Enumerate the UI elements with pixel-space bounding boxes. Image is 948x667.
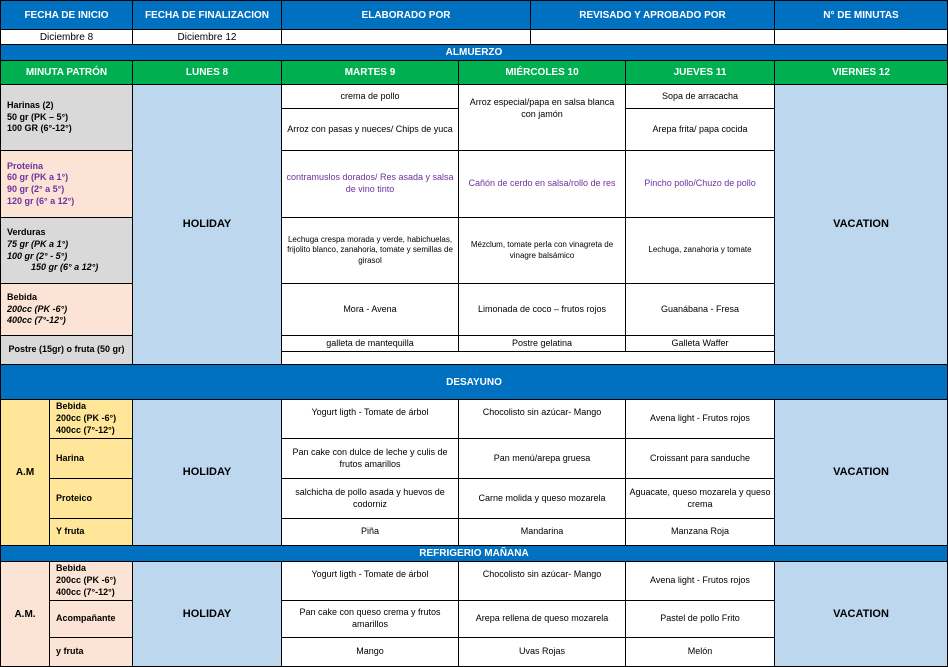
category-proteina-line2: 90 gr (2° a 5°) [7, 184, 65, 194]
category-bebida-line1: 200cc (PK -6°) [7, 303, 68, 314]
almuerzo-miercoles-postre: Postre gelatina [458, 335, 626, 352]
refrigerio-miercoles-acompanante: Arepa rellena de queso mozarela [458, 600, 626, 638]
almuerzo-miercoles-proteina: Cañón de cerdo en salsa/rollo de res [458, 150, 626, 218]
refrigerio-martes-bebida: Yogurt ligth - Tomate de árbol [281, 561, 459, 601]
almuerzo-martes-postre: galleta de mantequilla [281, 335, 459, 352]
refrigerio-jueves-acompanante: Pastel de pollo Frito [625, 600, 775, 638]
desayuno-row-fruta: Y fruta [49, 518, 133, 546]
category-bebida [0, 283, 133, 336]
category-harinas-line2: 100 GR (6°-12°) [7, 123, 72, 134]
almuerzo-jueves-postre: Galleta Waffer [625, 335, 775, 352]
desayuno-row-proteico: Proteico [49, 478, 133, 519]
desayuno-martes-harina: Pan cake con dulce de leche y culis de frutos amarillos [281, 438, 459, 479]
col-header-minuta: MINUTA PATRÓN [0, 60, 133, 85]
refrigerio-am-label: A.M. [0, 561, 50, 667]
desayuno-miercoles-proteico: Carne molida y queso mozarela [458, 478, 626, 519]
fecha-inicio-header: FECHA DE INICIO [0, 0, 133, 30]
desayuno-martes-proteico: salchicha de pollo asada y huevos de codorniz [281, 478, 459, 519]
almuerzo-martes-harina1: crema de pollo [281, 84, 459, 109]
revisado-value [530, 29, 775, 45]
category-bebida-line2: 400cc (7°-12°) [7, 315, 66, 326]
almuerzo-martes-bebida: Mora - Avena [281, 283, 459, 336]
refrigerio-miercoles-bebida: Chocolisto sin azúcar- Mango [458, 561, 626, 601]
category-verduras-line2: 100 gr (2° - 5°) [7, 250, 68, 261]
almuerzo-viernes-vacation: VACATION [774, 84, 948, 365]
almuerzo-jueves-harina1: Sopa de arracacha [625, 84, 775, 109]
refrigerio-section-title: REFRIGERIO MAÑANA [0, 545, 948, 562]
col-header-lunes: LUNES 8 [132, 60, 282, 85]
refrigerio-miercoles-fruta: Uvas Rojas [458, 637, 626, 667]
category-proteina-line3: 120 gr (6° a 12°) [7, 195, 75, 206]
refrigerio-row-bebida: Bebida 200cc (PK -6°) 400cc (7°-12°) [49, 561, 133, 601]
category-bebida-title: Bebida [7, 291, 38, 302]
refrigerio-martes-acompanante: Pan cake con queso crema y frutos amarillos [281, 600, 459, 638]
desayuno-miercoles-harina: Pan menú/arepa gruesa [458, 438, 626, 479]
desayuno-row-bebida: Bebida 200cc (PK -6°) 400cc (7°-12°) [49, 399, 133, 439]
almuerzo-miercoles-verduras: Mézclum, tomate perla con vinagreta de vinagre balsámico [458, 217, 626, 284]
almuerzo-jueves-verduras: Lechuga, zanahoria y tomate [625, 217, 775, 284]
category-postre: Postre (15gr) o fruta (50 gr) [0, 335, 133, 365]
desayuno-martes-fruta: Piña [281, 518, 459, 546]
col-header-martes: MARTES 9 [281, 60, 459, 85]
minutas-value [774, 29, 948, 45]
almuerzo-section-title: ALMUERZO [0, 44, 948, 61]
almuerzo-jueves-harina2: Arepa frita/ papa cocida [625, 108, 775, 151]
refrigerio-row-acompanante: Acompañante [49, 600, 133, 638]
fecha-final-header: FECHA DE FINALIZACION [132, 0, 282, 30]
refrigerio-jueves-fruta: Melón [625, 637, 775, 667]
category-verduras-line3: 150 gr (6° a 12°) [31, 262, 99, 273]
almuerzo-miercoles-bebida: Limonada de coco – frutos rojos [458, 283, 626, 336]
refrigerio-martes-fruta: Mango [281, 637, 459, 667]
category-harinas-title: Harinas (2) [7, 99, 54, 110]
desayuno-lunes-holiday: HOLIDAY [132, 399, 282, 546]
desayuno-miercoles-fruta: Mandarina [458, 518, 626, 546]
desayuno-jueves-bebida: Avena light - Frutos rojos [625, 399, 775, 439]
col-header-viernes: VIERNES 12 [774, 60, 948, 85]
col-header-jueves: JUEVES 11 [625, 60, 775, 85]
category-verduras-title: Verduras [7, 227, 46, 238]
category-harinas [0, 84, 133, 151]
almuerzo-martes-proteina: contramuslos dorados/ Res asada y salsa de vino tinto [281, 150, 459, 218]
desayuno-martes-bebida: Yogurt ligth - Tomate de árbol [281, 399, 459, 439]
category-verduras-line1: 75 gr (PK a 1°) [7, 238, 69, 249]
minutas-header: N° DE MINUTAS [774, 0, 948, 30]
desayuno-viernes-vacation: VACATION [774, 399, 948, 546]
almuerzo-martes-harina2: Arroz con pasas y nueces/ Chips de yuca [281, 108, 459, 151]
refrigerio-row-fruta: y fruta [49, 637, 133, 667]
desayuno-jueves-fruta: Manzana Roja [625, 518, 775, 546]
category-proteina-title: Proteína [7, 160, 44, 171]
category-proteina-line1: 60 gr (PK a 1°) [7, 172, 69, 183]
almuerzo-martes-verduras: Lechuga crespa morada y verde, habichuelas, frijolito blanco, zanahoria, tomate y semillas de girasol [281, 217, 459, 284]
desayuno-am-label: A.M [0, 399, 50, 546]
desayuno-miercoles-bebida: Chocolisto sin azúcar- Mango [458, 399, 626, 439]
refrigerio-jueves-bebida: Avena light - Frutos rojos [625, 561, 775, 601]
refrigerio-lunes-holiday: HOLIDAY [132, 561, 282, 667]
refrigerio-viernes-vacation: VACATION [774, 561, 948, 667]
almuerzo-spacer-row [281, 351, 775, 365]
fecha-inicio-value: Diciembre 8 [0, 29, 133, 45]
elaborado-header: ELABORADO POR [281, 0, 531, 30]
desayuno-jueves-proteico: Aguacate, queso mozarela y queso crema [625, 478, 775, 519]
almuerzo-jueves-proteina: Pincho pollo/Chuzo de pollo [625, 150, 775, 218]
category-proteina [0, 150, 133, 218]
desayuno-row-harina: Harina [49, 438, 133, 479]
elaborado-value [281, 29, 531, 45]
desayuno-section-title: DESAYUNO [0, 364, 948, 400]
almuerzo-lunes-holiday: HOLIDAY [132, 84, 282, 365]
almuerzo-jueves-bebida: Guanábana - Fresa [625, 283, 775, 336]
revisado-header: REVISADO Y APROBADO POR [530, 0, 775, 30]
category-verduras [0, 217, 133, 284]
fecha-final-value: Diciembre 12 [132, 29, 282, 45]
desayuno-jueves-harina: Croissant para sanduche [625, 438, 775, 479]
category-harinas-line1: 50 gr (PK – 5°) [7, 111, 69, 122]
col-header-miercoles: MIÉRCOLES 10 [458, 60, 626, 85]
almuerzo-miercoles-harina: Arroz especial/papa en salsa blanca con jamón [458, 84, 626, 151]
